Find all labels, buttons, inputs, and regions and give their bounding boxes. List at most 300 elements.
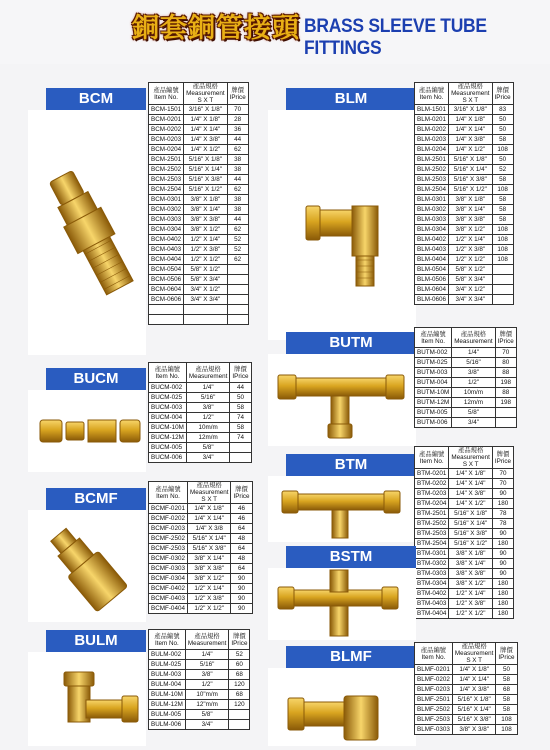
col-meas-en: Measurement — [186, 90, 225, 97]
item-no: BCM-0204 — [149, 145, 184, 155]
price: 64 — [231, 524, 252, 534]
item-no: BCM-0301 — [149, 195, 184, 205]
measurement: 3/8" X 3/8" — [184, 215, 228, 225]
col-price-en: IPrice — [231, 639, 248, 647]
measurement: 1/4" X 1/2" — [449, 145, 493, 155]
fitting-blmf-icon — [268, 668, 416, 746]
col-price — [492, 447, 513, 469]
item-no: BULM-025 — [149, 660, 186, 670]
col-meas-en: Measurement — [451, 454, 490, 461]
measurement: 1/2" X 3/8" — [449, 599, 493, 609]
price: 80 — [495, 358, 516, 368]
col-item-en: Item No. — [154, 93, 178, 101]
item-no: BULM-006 — [149, 720, 186, 730]
item-no: BCMF-0304 — [149, 574, 188, 584]
section-title: BTM — [286, 454, 416, 476]
table-row — [415, 155, 514, 165]
table-row — [149, 235, 249, 245]
item-no: BLM-0204 — [415, 145, 449, 155]
price: 198 — [495, 398, 516, 408]
table-header-row — [149, 83, 249, 105]
measurement — [184, 315, 228, 325]
spec-table — [148, 481, 253, 614]
table-row — [149, 413, 252, 423]
item-no — [149, 305, 184, 315]
table-row — [149, 215, 249, 225]
price: 74 — [230, 413, 251, 423]
table-header-row — [415, 643, 518, 665]
measurement: 1/4" X 3/8" — [184, 135, 228, 145]
table-row — [149, 524, 253, 534]
measurement: 1/4" X 3/8" — [452, 685, 496, 695]
col-meas-en: Measurement — [451, 90, 490, 97]
product-image — [268, 476, 416, 542]
table-row — [149, 660, 250, 670]
price: 52 — [229, 650, 250, 660]
measurement: 5/16" X 1/4" — [187, 534, 231, 544]
item-no: BUTM-004 — [415, 378, 452, 388]
table-row — [149, 544, 253, 554]
item-no: BULM-10M — [149, 690, 186, 700]
price: 44 — [227, 135, 248, 145]
measurement: 3/8" X 3/8" — [449, 569, 493, 579]
price: 180 — [492, 579, 513, 589]
col-item-en: Item No. — [419, 93, 444, 101]
price: 70 — [492, 469, 513, 479]
col-item — [149, 83, 184, 105]
measurement: 1/4" X 1/8" — [449, 115, 493, 125]
col-price-en: IPrice — [233, 492, 250, 500]
table-header-row — [415, 83, 514, 105]
section-title: BUTM — [286, 332, 416, 354]
measurement: 3/8" X 1/2" — [187, 574, 231, 584]
product-image — [28, 652, 146, 746]
measurement: 1/4" X 1/2" — [449, 499, 493, 509]
item-no: BLM-0404 — [415, 255, 449, 265]
item-no: BTM-0304 — [415, 579, 449, 589]
measurement: 5/8" — [186, 443, 230, 453]
col-meas-en: Measurement — [187, 639, 227, 647]
table-row — [149, 604, 253, 614]
fitting-bucm-icon — [28, 390, 146, 472]
measurement: 1/4" X 3/8" — [449, 135, 493, 145]
table-row — [415, 725, 518, 735]
measurement: 3/4" X 3/4" — [184, 295, 228, 305]
item-no: BCM-0304 — [149, 225, 184, 235]
table-row — [415, 115, 514, 125]
table-row — [415, 398, 517, 408]
price: 88 — [495, 388, 516, 398]
item-no: BCMF-0203 — [149, 524, 188, 534]
table-row — [415, 225, 514, 235]
measurement: 3/8" X 1/2" — [449, 579, 493, 589]
measurement: 1/4" X 1/4" — [449, 479, 493, 489]
price — [227, 275, 248, 285]
measurement: 5/16" X 3/8" — [184, 175, 228, 185]
table-row — [149, 315, 249, 325]
price: 108 — [492, 255, 513, 265]
measurement: 3/8" X 1/4" — [184, 205, 228, 215]
col-price-en: IPrice — [494, 457, 512, 465]
item-no: BLM-0201 — [415, 115, 449, 125]
item-no: BCM-2502 — [149, 165, 184, 175]
measurement: 3/8" X 1/4" — [449, 559, 493, 569]
col-price-en: IPrice — [232, 372, 249, 380]
price: 90 — [492, 549, 513, 559]
col-price — [496, 643, 517, 665]
table-row — [149, 534, 253, 544]
col-price-cn: 牌價 — [234, 365, 247, 373]
spec-table — [414, 446, 514, 619]
price: 38 — [227, 165, 248, 175]
measurement: 5/16" X 1/2" — [449, 185, 493, 195]
measurement: 1/4" X 1/8" — [449, 469, 493, 479]
item-no: BCM-0202 — [149, 125, 184, 135]
col-measurement — [452, 328, 496, 348]
table-header-row — [149, 630, 250, 650]
measurement: 1/2" — [452, 378, 496, 388]
price: 64 — [231, 544, 252, 554]
table-row — [415, 408, 517, 418]
item-no: BUCM-004 — [149, 413, 187, 423]
table-row — [415, 579, 514, 589]
fitting-blm-icon — [268, 110, 416, 340]
table-row — [149, 504, 253, 514]
col-item — [415, 447, 449, 469]
table-row — [149, 165, 249, 175]
item-no: BLM-2502 — [415, 165, 449, 175]
col-meas-sxt: S X T — [201, 496, 218, 503]
col-price — [492, 83, 513, 105]
table-row — [415, 479, 514, 489]
table-row — [415, 175, 514, 185]
price: 44 — [227, 175, 248, 185]
item-no: BULM-12M — [149, 700, 186, 710]
measurement: 1/4" X 1/4" — [187, 514, 231, 524]
measurement: 5/8" X 1/2" — [184, 265, 228, 275]
section-title: BULM — [46, 630, 146, 652]
price — [227, 285, 248, 295]
price: 68 — [496, 685, 517, 695]
price: 88 — [495, 368, 516, 378]
table-row — [415, 145, 514, 155]
measurement: 3/16" X 1/8" — [184, 105, 228, 115]
price: 108 — [496, 715, 517, 725]
table-row — [415, 499, 514, 509]
table-row — [149, 403, 252, 413]
price: 180 — [492, 499, 513, 509]
table-row — [415, 388, 517, 398]
col-price-cn: 牌價 — [233, 632, 246, 640]
measurement: 3/4" — [452, 418, 496, 428]
measurement: 1/4" X 1/2" — [184, 145, 228, 155]
measurement: 1/2" X 1/4" — [449, 235, 493, 245]
table-row — [149, 225, 249, 235]
item-no: BTM-0301 — [415, 549, 449, 559]
measurement: 12"m/m — [185, 700, 229, 710]
price: 108 — [492, 225, 513, 235]
measurement: 3/4" — [186, 453, 230, 463]
col-meas-cn: 產品規格 — [195, 365, 221, 373]
price — [227, 265, 248, 275]
item-no: BUTM-025 — [415, 358, 452, 368]
price — [492, 295, 513, 305]
item-no: BCMF-2502 — [149, 534, 188, 544]
title-chinese: 銅套銅管接頭 — [132, 13, 300, 44]
price: 38 — [227, 195, 248, 205]
price: 62 — [227, 145, 248, 155]
measurement: 1/2" — [185, 680, 229, 690]
price: 74 — [230, 433, 251, 443]
col-item-en: Item No. — [155, 639, 179, 647]
item-no: BCM-0201 — [149, 115, 184, 125]
measurement: 5/16" — [185, 660, 229, 670]
col-item-cn: 產品編號 — [418, 86, 445, 94]
measurement: 5/16" X 1/8" — [449, 155, 493, 165]
price: 180 — [492, 539, 513, 549]
price: 48 — [231, 534, 252, 544]
measurement: 3/8" X 1/8" — [184, 195, 228, 205]
measurement: 1/2" X 3/8" — [449, 245, 493, 255]
item-no: BCM-0506 — [149, 275, 184, 285]
table-row — [415, 265, 514, 275]
table-row — [415, 195, 514, 205]
product-image — [28, 110, 146, 355]
table-row — [149, 574, 253, 584]
col-measurement — [449, 447, 493, 469]
col-item-cn: 產品編號 — [153, 86, 179, 94]
price: 90 — [231, 584, 252, 594]
col-price-en: IPrice — [497, 337, 514, 345]
table-row — [415, 215, 514, 225]
item-no: BLM-2501 — [415, 155, 449, 165]
price: 44 — [230, 383, 251, 393]
item-no: BUTM-12M — [415, 398, 452, 408]
col-item — [415, 328, 452, 348]
table-row — [415, 165, 514, 175]
col-measurement — [184, 83, 228, 105]
table-row — [415, 675, 518, 685]
table-row — [415, 549, 514, 559]
price: 108 — [496, 725, 517, 735]
price: 48 — [231, 554, 252, 564]
table-row — [149, 650, 250, 660]
col-item-cn: 產品編號 — [419, 450, 445, 458]
col-item-en: Item No. — [155, 372, 180, 380]
table-row — [415, 599, 514, 609]
measurement: 5/16" X 1/8" — [449, 509, 493, 519]
item-no: BLM-0604 — [415, 285, 449, 295]
price: 50 — [496, 665, 517, 675]
price: 108 — [492, 185, 513, 195]
measurement: 1/2" X 1/4" — [184, 235, 228, 245]
measurement: 5/8" X 1/2" — [449, 265, 493, 275]
item-no: BCM-2504 — [149, 185, 184, 195]
table-row — [415, 105, 514, 115]
measurement: 12m/m — [452, 398, 496, 408]
measurement: 5/8" X 3/4" — [449, 275, 493, 285]
item-no: BCM-0403 — [149, 245, 184, 255]
measurement: 5/16" X 3/8" — [449, 529, 493, 539]
table-row — [415, 285, 514, 295]
measurement: 3/16" X 1/8" — [449, 105, 493, 115]
measurement: 5/16" X 1/8" — [184, 155, 228, 165]
price: 58 — [230, 423, 251, 433]
item-no — [149, 315, 184, 325]
col-meas-cn: 產品規格 — [461, 643, 487, 650]
col-item-en: Item No. — [156, 492, 180, 500]
product-image — [268, 668, 416, 746]
table-row — [149, 670, 250, 680]
table-row — [415, 569, 514, 579]
price: 108 — [492, 245, 513, 255]
table-row — [149, 710, 250, 720]
price: 58 — [492, 215, 513, 225]
measurement: 3/4" — [185, 720, 229, 730]
measurement: 1/4" X 1/8" — [187, 504, 231, 514]
item-no: BCMF-0403 — [149, 594, 188, 604]
price: 70 — [495, 348, 516, 358]
col-meas-cn: 產品規格 — [196, 482, 222, 489]
item-no: BTM-0302 — [415, 559, 449, 569]
item-no: BUTM-006 — [415, 418, 452, 428]
table-row — [149, 584, 253, 594]
measurement: 1/4" — [186, 383, 230, 393]
measurement: 5/16" — [452, 358, 496, 368]
table-row — [415, 135, 514, 145]
table-row — [415, 348, 517, 358]
table-row — [149, 105, 249, 115]
table-row — [149, 453, 252, 463]
item-no: BLMF-2501 — [415, 695, 453, 705]
item-no: BTM-2503 — [415, 529, 449, 539]
item-no: BCMF-0202 — [149, 514, 188, 524]
col-item-cn: 產品編號 — [155, 485, 181, 493]
col-item-en: Item No. — [421, 337, 445, 345]
measurement: 3/8" — [186, 403, 230, 413]
spec-table — [414, 327, 517, 428]
table-row — [415, 205, 514, 215]
price: 180 — [492, 609, 513, 619]
price: 198 — [495, 378, 516, 388]
price — [227, 315, 248, 325]
table-row — [149, 245, 249, 255]
spec-table — [148, 82, 249, 325]
item-no: BLM-0304 — [415, 225, 449, 235]
price: 68 — [229, 670, 250, 680]
table-row — [149, 125, 249, 135]
table-row — [149, 185, 249, 195]
measurement: 3/4" X 1/2" — [184, 285, 228, 295]
item-no: BULM-004 — [149, 680, 186, 690]
measurement: 3/8" X 1/2" — [449, 225, 493, 235]
col-item — [149, 482, 188, 504]
price — [230, 453, 251, 463]
col-meas-cn: 產品規格 — [460, 330, 487, 338]
price: 90 — [231, 594, 252, 604]
table-row — [149, 115, 249, 125]
col-meas-sxt: S X T — [466, 657, 482, 664]
measurement: 1/2" X 1/2" — [184, 255, 228, 265]
price: 58 — [492, 195, 513, 205]
measurement: 5/16" X 1/4" — [184, 165, 228, 175]
col-price-cn: 牌價 — [496, 450, 510, 458]
item-no: BUCM-002 — [149, 383, 187, 393]
item-no: BCMF-0302 — [149, 554, 188, 564]
item-no: BUTM-003 — [415, 368, 452, 378]
item-no: BUCM-025 — [149, 393, 187, 403]
spec-table — [148, 362, 252, 463]
col-meas-cn: 產品規格 — [457, 83, 483, 90]
item-no: BTM-0202 — [415, 479, 449, 489]
measurement: 3/4" X 3/4" — [449, 295, 493, 305]
col-measurement — [452, 643, 496, 665]
measurement: 3/8" X 1/4" — [449, 205, 493, 215]
item-no: BCM-2503 — [149, 175, 184, 185]
table-row — [149, 393, 252, 403]
col-item-en: Item No. — [419, 457, 444, 465]
price: 58 — [496, 695, 517, 705]
col-item — [149, 363, 187, 383]
price: 180 — [492, 589, 513, 599]
measurement: 1/2" — [186, 413, 230, 423]
measurement: 5/8" — [185, 710, 229, 720]
col-meas-cn: 產品規格 — [194, 632, 220, 640]
price: 68 — [229, 690, 250, 700]
col-meas-sxt: S X T — [462, 461, 479, 468]
table-row — [149, 720, 250, 730]
price — [495, 418, 516, 428]
item-no: BULM-003 — [149, 670, 186, 680]
price: 36 — [227, 125, 248, 135]
item-no: BLMF-0202 — [415, 675, 453, 685]
measurement: 5/16" X 1/4" — [452, 705, 496, 715]
table-row — [415, 235, 514, 245]
table-row — [149, 275, 249, 285]
item-no: BCM-0606 — [149, 295, 184, 305]
col-price-en: IPrice — [494, 93, 511, 101]
section-title: BSTM — [286, 546, 416, 568]
col-measurement — [185, 630, 229, 650]
price — [229, 710, 250, 720]
price: 90 — [231, 604, 252, 614]
measurement: 5/16" X 1/4" — [449, 519, 493, 529]
item-no: BCM-0604 — [149, 285, 184, 295]
col-meas-sxt: S X T — [462, 97, 479, 104]
measurement: 1/2" X 3/8" — [184, 245, 228, 255]
section-title: BCM — [46, 88, 146, 110]
item-no: BCMF-2503 — [149, 544, 188, 554]
item-no: BLM-0202 — [415, 125, 449, 135]
fitting-butm-icon — [268, 354, 416, 446]
measurement: 3/8" X 1/8" — [449, 195, 493, 205]
measurement: 3/8" X 3/8" — [187, 564, 231, 574]
item-no: BTM-0404 — [415, 609, 449, 619]
price: 64 — [231, 564, 252, 574]
table-row — [415, 295, 514, 305]
table-row — [415, 255, 514, 265]
col-measurement — [187, 482, 231, 504]
item-no: BUTM-002 — [415, 348, 452, 358]
table-header-row — [415, 328, 517, 348]
table-row — [149, 175, 249, 185]
table-row — [415, 665, 518, 675]
measurement: 5/16" — [186, 393, 230, 403]
price: 62 — [227, 225, 248, 235]
item-no: BLM-0203 — [415, 135, 449, 145]
section-title: BUCM — [46, 368, 146, 390]
table-row — [415, 125, 514, 135]
